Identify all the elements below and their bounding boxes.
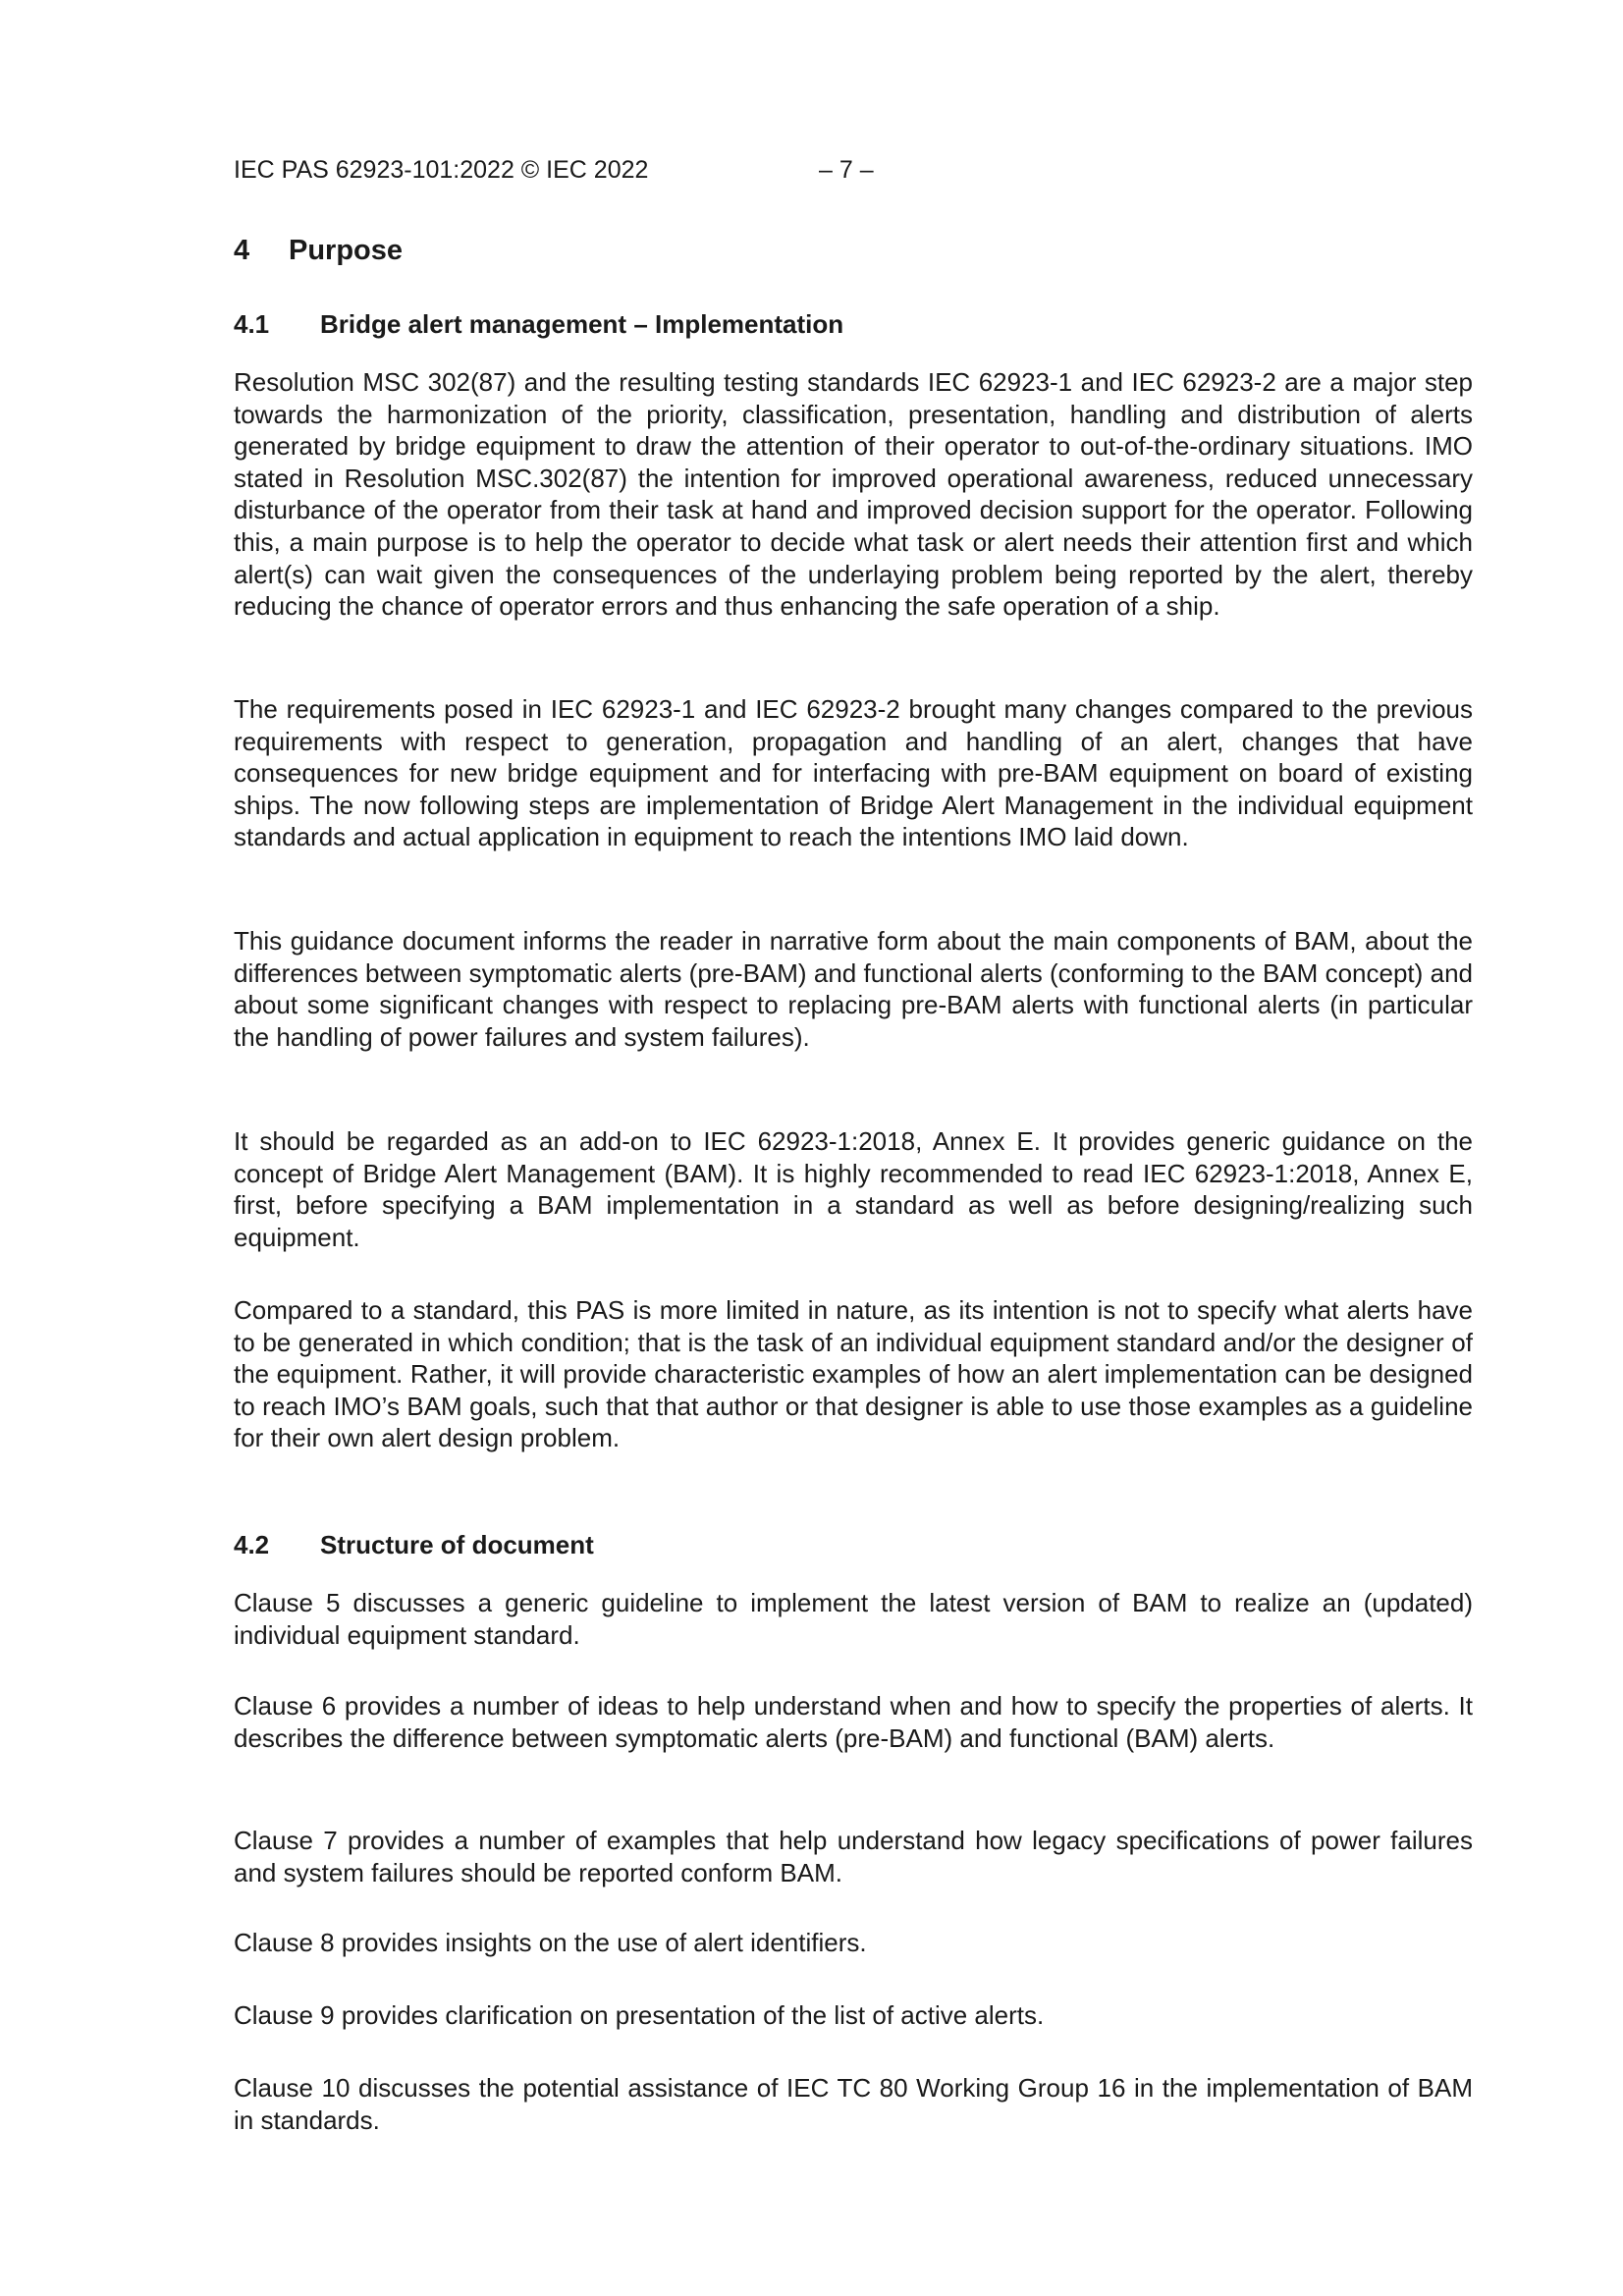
section-4-heading xyxy=(234,234,403,267)
section-title: Structure of document xyxy=(320,1530,594,1559)
document-reference: IEC PAS 62923-101:2022 © IEC 2022 xyxy=(234,156,649,184)
paragraph: This guidance document informs the reader in narrative form about the main components of BAM, about the differences between symptomatic alerts (pre-BAM) and functional alerts (conforming to the BAM concept) and about some significant changes with respect to replacing pre-BAM alerts with functional alerts (in particular the handling of power failures and system failures). xyxy=(234,926,1473,1052)
paragraph: Clause 8 provides insights on the use of alert identifiers. xyxy=(234,1928,867,1957)
paragraph: Clause 5 discusses a generic guideline to implement the latest version of BAM to realize an (updated) individual equipment standard. xyxy=(234,1588,1473,1650)
paragraph: Clause 6 provides a number of ideas to help understand when and how to specify the properties of alerts. It describes the difference between symptomatic alerts (pre-BAM) and functional (BAM) alerts. xyxy=(234,1691,1473,1753)
section-title: Bridge alert management – Implementation xyxy=(320,309,844,339)
paragraph: Clause 7 provides a number of examples that help understand how legacy specifications of power failures and system failures should be reported conform BAM. xyxy=(234,1826,1473,1887)
section-number: 4.1 xyxy=(234,309,270,339)
section-4-2-heading xyxy=(234,1529,594,1560)
paragraph: It should be regarded as an add-on to IEC 62923-1:2018, Annex E. It provides generic guidance on the concept of Bridge Alert Management (BAM). It is highly recommended to read IEC 62923-1:2018, Annex E, first, before specifying a BAM implementation in a standard as well as before designing/realizing such equipment. xyxy=(234,1126,1473,1252)
paragraph: The requirements posed in IEC 62923-1 and IEC 62923-2 brought many changes compared to the previous requirements with respect to generation, propagation and handling of an alert, changes that have consequences for new bridge equipment and for interfacing with pre-BAM equipment on board of existing ships. The now following steps are implementation of Bridge Alert Management in the individual equipment standards and actual application in equipment to reach the intentions IMO laid down. xyxy=(234,694,1473,852)
section-number: 4.2 xyxy=(234,1530,270,1559)
paragraph: Clause 9 provides clarification on presentation of the list of active alerts. xyxy=(234,2000,1045,2030)
paragraph: Clause 10 discusses the potential assistance of IEC TC 80 Working Group 16 in the implementation of BAM in standards. xyxy=(234,2073,1473,2135)
section-number: 4 xyxy=(234,235,250,266)
paragraph: Compared to a standard, this PAS is more limited in nature, as its intention is not to specify what alerts have to be generated in which condition; that is the task of an individual equipment standard and/or the designer of the equipment. Rather, it will provide characteristic examples of how an alert implementation can be designed to reach IMO’s BAM goals, such that that author or that designer is able to use those examples as a guideline for their own alert design problem. xyxy=(234,1295,1473,1453)
page-number: – 7 – xyxy=(819,156,874,184)
section-4-1-heading xyxy=(234,308,843,340)
paragraph: Resolution MSC 302(87) and the resulting testing standards IEC 62923-1 and IEC 62923-2 are a major step towards the harmonization of the priority, classification, presentation, handling and distribution of alerts generated by bridge equipment to draw the attention of their operator to out-of-the-ordinary situations. IMO stated in Resolution MSC.302(87) the intention for improved operational awareness, reduced unnecessary disturbance of the operator from their task at hand and improved decision support for the operator. Following this, a main purpose is to help the operator to decide what task or alert needs their attention first and which alert(s) can wait given the consequences of the underlaying problem being reported by the alert, thereby reducing the chance of operator errors and thus enhancing the safe operation of a ship. xyxy=(234,367,1473,622)
section-title: Purpose xyxy=(289,235,404,266)
page-header xyxy=(234,155,874,185)
